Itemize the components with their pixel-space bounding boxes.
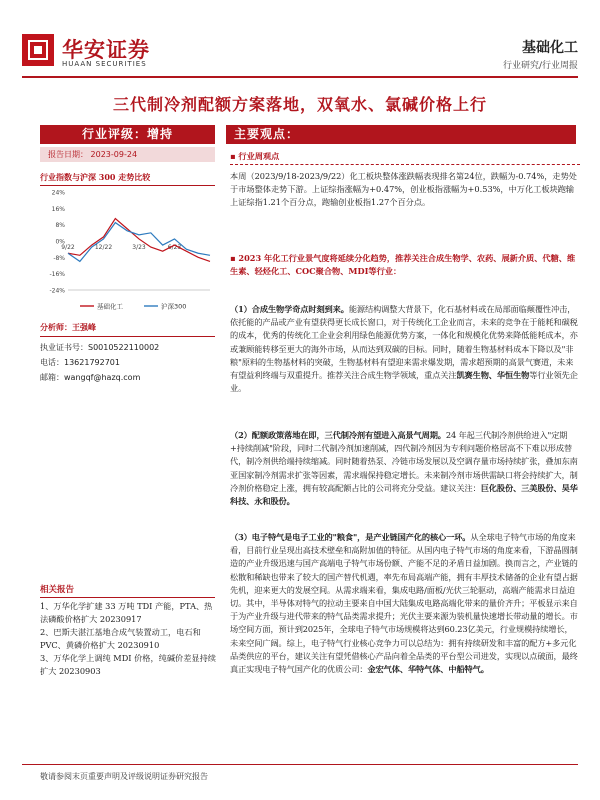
industry-focus-heading: ▪ 2023 年化工行业景气度将延续分化趋势，推荐关注合成生物学、农药、展新介质、代糖、维生素、轻烃化工、COC聚合物、MDI等行业： [230, 253, 576, 277]
point-heading: （3）电子特气是电子工业的"粮食"，是产业链国产化的核心一环。 [230, 532, 471, 542]
analyst-cert: 执业证书号：S0010522110002 [40, 343, 160, 352]
point-tail: 等行业领先企业。 [230, 370, 578, 394]
point-refrigerant [230, 429, 580, 508]
chart-title: 行业指数与沪深 300 走势比较 [40, 172, 215, 186]
point-companies: 凯赛生物、华恒生物 [456, 370, 530, 381]
y-tick-label: -8% [53, 254, 65, 262]
report-category: 基础化工 [522, 40, 578, 56]
related-report-item[interactable]: 1、万华化学扩建 33 万吨 TDI 产能，PTA、热法磷酸价格扩大 20230917 [40, 601, 213, 624]
y-tick-label: 24% [51, 189, 65, 197]
legend-label: 基础化工 [97, 302, 123, 311]
point-body: 能源结构调整大背景下，化石基材料或在局部面临颠覆性冲击，依托能的产品或产业有望获得更长成长窗口，对于传统化工企业而言，未来的竞争在于能耗和碳税的成本，优秀的传统化工企业会利用绿色能源优势方案，一体化和规模化优势来降低能耗成本，亦或兼顾能转移至更大的海外市场，从而达到双碳的目标。同时，随着生物基材料成本下降以及"非粮"原料的生物基材料的突破，生物基材料有望迎来需求爆发期，需求超预期的高景气赛道，未来有望益利终端与双重提升。推荐关注合成生物学领域，重点关注 [230, 304, 578, 381]
y-tick-label: -24% [49, 287, 65, 295]
analyst-info [40, 320, 215, 385]
y-tick-label: -16% [49, 271, 65, 279]
point-heading: （2）配额政策落地在即，三代制冷剂有望进入高景气周期。 [230, 430, 446, 440]
header-divider [22, 76, 578, 78]
y-tick-label: 16% [51, 205, 65, 213]
point-companies: 巨化股份、三美股份、昊华科技、永和股份。 [230, 482, 578, 507]
x-tick-label: 3/23 [132, 244, 146, 251]
report-title: 三代制冷剂配额方案落地，双氧水、氯碱价格上行 [112, 95, 487, 114]
index-comparison-chart [40, 186, 215, 316]
x-tick-label: 6/23 [167, 244, 182, 251]
related-reports-title: 相关报告 [40, 583, 215, 598]
series-line [68, 223, 210, 262]
report-date-text: 报告日期： 2023-09-24 [48, 150, 138, 159]
series-line [68, 219, 210, 262]
x-tick-label: 12/22 [94, 244, 113, 251]
company-logo-icon [22, 34, 54, 66]
weekly-summary-paragraph: 本周（2023/9/18-2023/9/22）化工板块整体涨跌幅表现排名第24位，跌幅为-0.74%，走势处于市场整体走势下游。上证综指涨幅为+0.47%，创业板指涨幅为+0.53%，中万化工板块跑输上证综指1.21个百分点，跑输创业板指1.27个百分点。 [230, 171, 577, 208]
legend-label: 沪深300 [161, 302, 187, 311]
weekly-view-heading: ▪ 行业周观点 [230, 151, 280, 161]
report-date [40, 147, 215, 162]
main-points-header: 主要观点： [226, 125, 576, 144]
y-tick-label: 0% [55, 238, 65, 246]
point-synthetic-biology [230, 303, 580, 395]
analyst-name: 分析师：王强峰 [40, 320, 215, 337]
industry-rating: 行业评级：增持 [40, 125, 215, 144]
related-reports-list [40, 600, 220, 678]
analyst-email: 邮箱：wangqf@hazq.com [40, 373, 141, 382]
footer-divider [22, 764, 578, 765]
footer-disclaimer: 敬请参阅末页重要声明及评级说明证券研究报告 [40, 772, 208, 781]
report-subcategory: 行业研究/行业周报 [502, 61, 578, 71]
x-tick-label: 9/22 [61, 244, 75, 251]
related-report-item[interactable]: 3、万华化学上调纯 MDI 价格，纯碱价差显持续扩大 20230903 [40, 653, 216, 676]
related-report-item[interactable]: 2、巴斯夫湛江基地合成气装置动工，电石和 PVC、黄磷价格扩大 20230910 [40, 627, 201, 650]
company-name-cn: 华安证券 [62, 37, 150, 62]
point-electronic-gas [230, 531, 580, 676]
analyst-phone: 电话：13621792701 [40, 358, 120, 367]
section-divider [230, 164, 580, 165]
point-companies: 金宏气体、华特气体、中船特气。 [367, 664, 489, 675]
point-body: 24 年起三代制冷剂供给进入"定期+持续削减"阶段，同时二代制冷剂加速削减，四代制冷剂因为专利问题价格居高不下难以形成替代，制冷剂供给端持续缩减。同时随着热泵、冷链市场发展以及空调存量市场持续扩张，叠加东南亚国家制冷剂需求扩张等因素，需求端保持稳定增长。未来制冷剂市场供需缺口将会持续扩大，制冷剂价格稳定上涨，拥有较高配额占比的公司将充分受益。建议关注： [230, 430, 578, 493]
company-name-en: HUAAN SECURITIES [62, 60, 147, 68]
point-heading: （1）合成生物学奇点时刻到来。 [230, 304, 349, 314]
y-tick-label: 8% [55, 222, 65, 230]
point-body: 从全球电子特气市场的角度来看，目前行业呈现出高技术壁垒和高附加值的特征。从国内电子特气市场的角度来看，下游晶圆制造的产业升级迅速与国产高端电子特气市场份额、产能不足的矛盾日益加剧。换而言之，产业链的松散和稀缺也带来了较大的国产替代机遇，率先布局高端产能，拥有丰厚技术储备的企业有望占据先机，迎来更大的发展空间。从需求端来看，集成电路/面板/光伏三轮驱动，高端产能需求日益迫切。其中，半导体对特气的拉动主要来自中国大陆集成电路高端化带来的量价齐升；平板显示来自于为产业升级与进代带来的特气品类需求提升；光伏主要来源为装机量快速增长带动量的增长。市场空间方面，预计到2025年，全球电子特气市场规模将达到60.23亿美元，行业规模持续增长，未来空间广阔。综上，电子特气行业核心竞争力可以总结为：拥有持续研发和丰富的配方+多元化品类供应的平台，建议关注有望凭借核心产品向着全品类的平台型公司进发，实现以点破面，最终真正实现电子特气国产化的优质公司： [230, 532, 578, 675]
